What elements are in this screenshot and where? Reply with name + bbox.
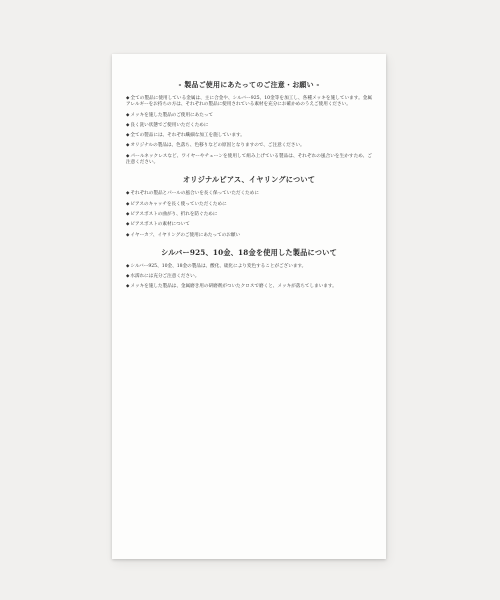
paragraph: ◆ ピアスポストの曲がり、折れを防ぐために: [126, 212, 372, 218]
paragraph: ◆ 全ての製品に使用している金属は、主に合金や、シルバー925、10金等を加工し、各種メッキを施しています。金属アレルギーをお持ちの方は、それぞれの製品に使用されている素材を充分にお確かめのうえご使用ください。: [126, 96, 372, 109]
paragraph: ◆ それぞれの製品とパールの風合いを長く保っていただくために: [126, 191, 372, 197]
section-heading: - 製品ご使用にあたってのご注意・お願い -: [178, 80, 320, 89]
paragraph: ◆ パールネックレスなど、ワイヤーやチェーンを使用して組み上げている製品は、それぞれの風合いを生かすため、ご注意ください。: [126, 154, 372, 167]
paragraph: ◆ 全ての製品には、それぞれ繊細な加工を施しています。: [126, 133, 372, 139]
section-silver-gold: [126, 248, 372, 291]
section-care-notes: [126, 80, 372, 166]
paragraph: ◆ シルバー925、10金、18金の製品は、酸化、硫化により変色することがございます。: [126, 264, 372, 270]
section-pierce-earring: [126, 175, 372, 238]
section-heading: シルバー925、10金、18金を使用した製品について: [161, 247, 337, 257]
paragraph: ◆ ピアスのキャッチを長く使っていただくために: [126, 202, 372, 208]
paragraph: ◆ メッキを施した製品は、金属磨き用の研磨剤がついたクロスで磨くと、メッキが落ちてしまいます。: [126, 284, 372, 290]
paragraph: ◆ イヤーカフ、イヤリングのご使用にあたってのお願い: [126, 233, 372, 239]
paragraph: ◆ ピアスポストの素材について: [126, 222, 372, 228]
paragraph: ◆ メッキを施した製品のご使用にあたって: [126, 113, 372, 119]
section-heading: オリジナルピアス、イヤリングについて: [182, 175, 316, 185]
instruction-sheet: [112, 54, 386, 559]
paragraph: ◆ 良く洗い状態でご使用いただくために: [126, 123, 372, 129]
paragraph: ◆ オリジナルの製品は、色落ち、色移りなどの原因となりますので、ご注意ください。: [126, 143, 372, 149]
paragraph: ◆ 水濡れには充分ご注意ください。: [126, 274, 372, 280]
